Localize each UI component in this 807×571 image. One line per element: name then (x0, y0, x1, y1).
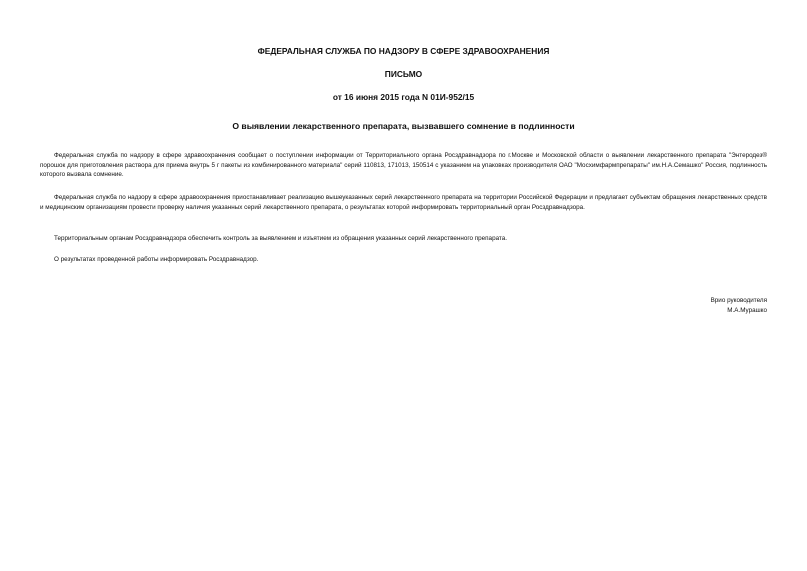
body-paragraph-4: О результатах проведенной работы информировать Росздравнадзор. (54, 256, 259, 263)
signatory-position: Врио руководителя (710, 297, 767, 304)
document-date-number: от 16 июня 2015 года N 01И-952/15 (332, 92, 475, 102)
agency-heading: ФЕДЕРАЛЬНАЯ СЛУЖБА ПО НАДЗОРУ В СФЕРЕ ЗДРАВООХРАНЕНИЯ (257, 46, 550, 56)
document-type-heading: ПИСЬМО (384, 69, 423, 79)
document-subject: О выявлении лекарственного препарата, вызвавшего сомнение в подлинности (232, 121, 575, 131)
signatory-name: М.А.Мурашко (727, 307, 767, 314)
body-paragraph-2: Федеральная служба по надзору в сфере здравоохранения приостанавливает реализацию вышеуказанных серий лекарственного препарата на территории Российской Федерации и предлагает субъектам обращения лекарственных средств и медицинским организациям провести проверку наличия указанных серий лекарственного препарата, о результатах которой информировать территориальный орган Росздравнадзора. (40, 194, 767, 211)
body-paragraph-1: Федеральная служба по надзору в сфере здравоохранения сообщает о поступлении информации от Территориального органа Росздравнадзора по г.Москве и Московской области о выявлении лекарственного препарата "Энтеродез® порошок для приготовления раствора для приема внутрь 5 г пакеты из комбинированного материала" серий 110813, 171013, 150514 с указанием на упаковках производителя ОАО "Мосхимфармпрепараты" им.Н.А.Семашко" Россия, подлинность которого вызвала сомнение. (40, 152, 767, 178)
body-paragraph-3: Территориальным органам Росздравнадзора обеспечить контроль за выявлением и изъятием из обращения указанных серий лекарственного препарата. (54, 235, 507, 242)
